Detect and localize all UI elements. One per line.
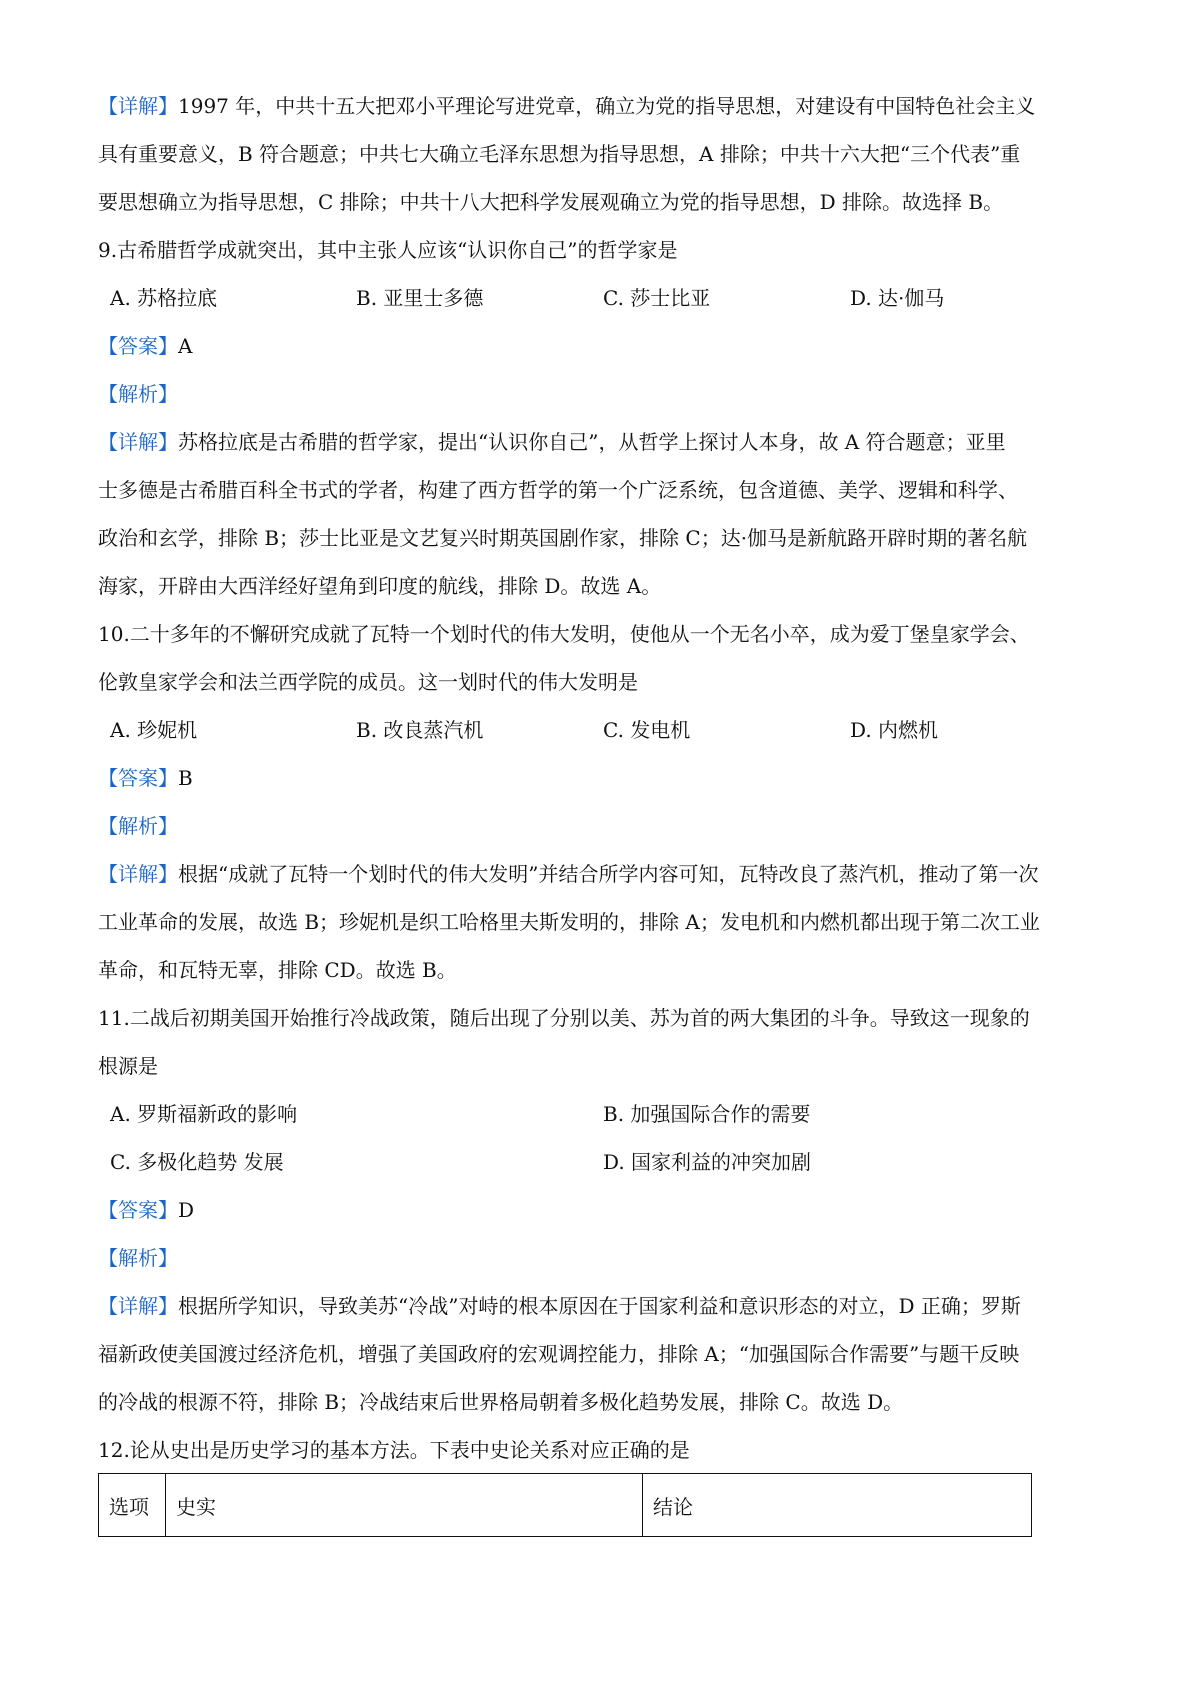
q8-detail-line: 要思想确立为指导思想，C 排除；中共十八大把科学发展观确立为党的指导思想，D 排除。故选择 B。 bbox=[98, 190, 1004, 214]
q8-detail-line: 具有重要意义，B 符合题意；中共七大确立毛泽东思想为指导思想，A 排除；中共十六大把“三个代表”重 bbox=[98, 142, 1021, 166]
q9-detail-line: 政治和玄学，排除 B；莎士比亚是文艺复兴时期英国剧作家，排除 C；达·伽马是新航路开辟时期的著名航 bbox=[98, 526, 1028, 550]
q10-detail-line: 工业革命的发展，故选 B；珍妮机是织工哈格里夫斯发明的，排除 A；发电机和内燃机都出现于第二次工业 bbox=[98, 910, 1040, 934]
option-b: B. 加强国际合作的需要 bbox=[603, 1102, 811, 1126]
option-b: B. 改良蒸汽机 bbox=[356, 718, 484, 742]
answer-value: A bbox=[178, 334, 193, 358]
q11-question-line: 11.二战后初期美国开始推行冷战政策，随后出现了分别以美、苏为首的两大集团的斗争。导致这一现象的 bbox=[98, 1006, 1030, 1030]
option-c: C. 多极化趋势 发展 bbox=[110, 1150, 284, 1174]
q9-analysis: 【解析】 bbox=[98, 382, 178, 406]
history-table bbox=[98, 1473, 1032, 1537]
option-c: C. 发电机 bbox=[603, 718, 691, 742]
q10-detail-line: 【详解】根据“成就了瓦特一个划时代的伟大发明”并结合所学内容可知，瓦特改良了蒸汽机，推动了第一次 bbox=[98, 862, 1039, 886]
table-header-fact: 史实 bbox=[166, 1474, 643, 1537]
table-header-conclusion: 结论 bbox=[643, 1474, 1032, 1537]
q11-options-row1 bbox=[98, 1102, 1108, 1126]
q11-options-row2 bbox=[98, 1150, 1108, 1174]
q10-detail-line: 革命，和瓦特无辜，排除 CD。故选 B。 bbox=[98, 958, 457, 982]
table-header-option: 选项 bbox=[99, 1474, 166, 1537]
option-b: B. 亚里士多德 bbox=[356, 286, 484, 310]
q10-analysis: 【解析】 bbox=[98, 814, 178, 838]
q11-analysis: 【解析】 bbox=[98, 1246, 178, 1270]
option-a: A. 珍妮机 bbox=[110, 718, 198, 742]
table-row bbox=[99, 1474, 1032, 1537]
q10-answer: 【答案】B bbox=[98, 766, 193, 790]
q11-question-line: 根源是 bbox=[98, 1054, 158, 1078]
q11-answer: 【答案】D bbox=[98, 1198, 195, 1222]
detail-label: 详解 bbox=[118, 94, 158, 118]
q8-detail-line: 【详解】1997 年，中共十五大把邓小平理论写进党章，确立为党的指导思想，对建设有中国特色社会主义 bbox=[98, 94, 1036, 118]
option-a: A. 苏格拉底 bbox=[110, 286, 218, 310]
q11-detail-line: 【详解】根据所学知识，导致美苏“冷战”对峙的根本原因在于国家利益和意识形态的对立，D 正确；罗斯 bbox=[98, 1294, 1021, 1318]
q12-question: 12.论从史出是历史学习的基本方法。下表中史论关系对应正确的是 bbox=[98, 1438, 690, 1462]
answer-value: D bbox=[178, 1198, 195, 1222]
q9-options bbox=[98, 286, 1108, 310]
q11-detail-line: 福新政使美国渡过经济危机，增强了美国政府的宏观调控能力，排除 A；“加强国际合作需要”与题干反映 bbox=[98, 1342, 1020, 1366]
q9-question: 9.古希腊哲学成就突出，其中主张人应该“认识你自己”的哲学家是 bbox=[98, 238, 678, 262]
option-d: D. 国家利益的冲突加剧 bbox=[603, 1150, 812, 1174]
option-c: C. 莎士比亚 bbox=[603, 286, 711, 310]
answer-value: B bbox=[178, 766, 193, 790]
q9-detail-line: 士多德是古希腊百科全书式的学者，构建了西方哲学的第一个广泛系统，包含道德、美学、逻辑和科学、 bbox=[98, 478, 1018, 502]
q10-question-line: 伦敦皇家学会和法兰西学院的成员。这一划时代的伟大发明是 bbox=[98, 670, 638, 694]
q11-detail-line: 的冷战的根源不符，排除 B；冷战结束后世界格局朝着多极化趋势发展，排除 C。故选 D。 bbox=[98, 1390, 904, 1414]
q10-question-line: 10.二十多年的不懈研究成就了瓦特一个划时代的伟大发明，使他从一个无名小卒，成为爱丁堡皇家学会、 bbox=[98, 622, 1030, 646]
option-d: D. 达·伽马 bbox=[850, 286, 945, 310]
q10-options bbox=[98, 718, 1108, 742]
q9-detail-line: 【详解】苏格拉底是古希腊的哲学家，提出“认识你自己”，从哲学上探讨人本身，故 A 符合题意；亚里 bbox=[98, 430, 1006, 454]
q9-answer: 【答案】A bbox=[98, 334, 193, 358]
option-d: D. 内燃机 bbox=[850, 718, 939, 742]
q9-detail-line: 海家，开辟由大西洋经好望角到印度的航线，排除 D。故选 A。 bbox=[98, 574, 662, 598]
option-a: A. 罗斯福新政的影响 bbox=[110, 1102, 298, 1126]
